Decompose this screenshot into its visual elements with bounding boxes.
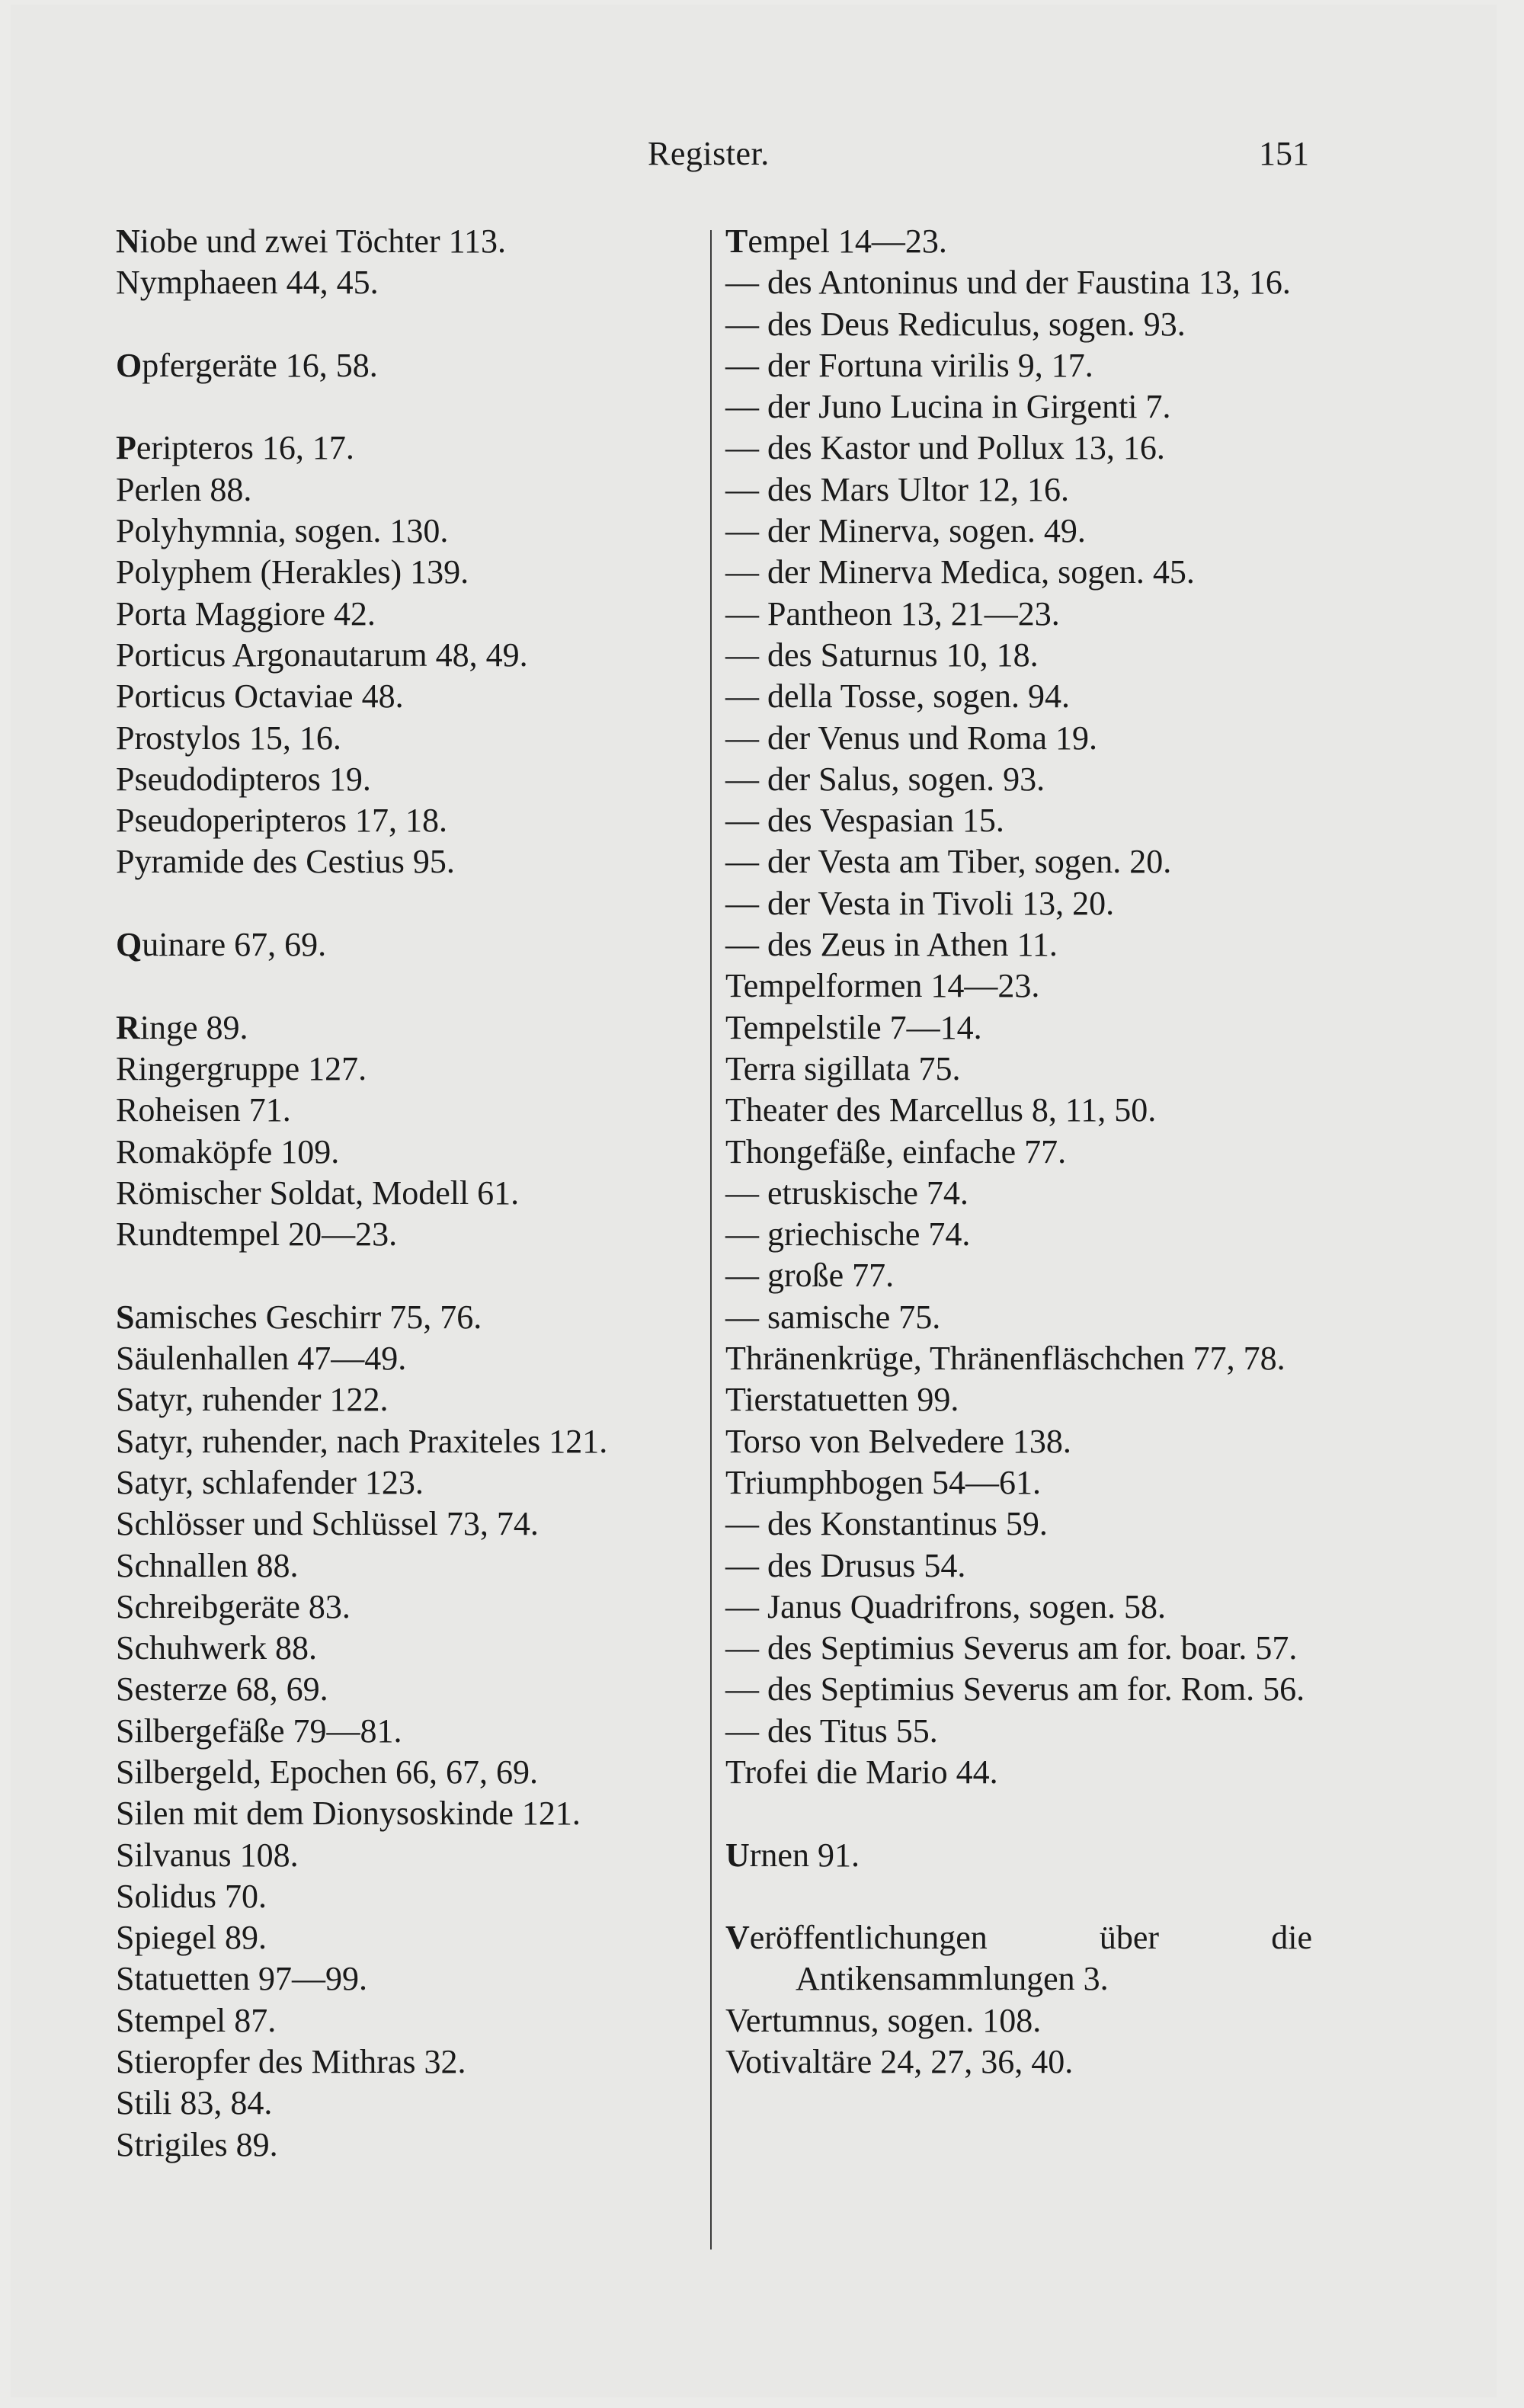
section-gap bbox=[116, 386, 703, 427]
section-gap bbox=[116, 883, 703, 924]
section-gap bbox=[725, 1793, 1312, 1834]
index-entry: Stieropfer des Mithras 32. bbox=[116, 2043, 466, 2081]
index-entry: — große 77. bbox=[725, 1257, 895, 1295]
index-entry: Thränenkrüge, Thränenfläschchen 77, 78. bbox=[725, 1340, 1285, 1378]
index-entry: Pseudoperipteros 17, 18. bbox=[116, 802, 448, 840]
index-entry: — der Minerva Medica, sogen. 45. bbox=[725, 553, 1195, 591]
index-entry: Triumphbogen 54—61. bbox=[725, 1463, 1041, 1501]
index-entry: Nymphaeen 44, 45. bbox=[116, 264, 379, 302]
index-entry: — der Salus, sogen. 93. bbox=[725, 760, 1045, 798]
index-entry: — des Antoninus und der Faustina 13, 16. bbox=[725, 264, 1291, 302]
index-entry: Silbergeld, Epochen 66, 67, 69. bbox=[116, 1753, 538, 1791]
index-entry: Torso von Belvedere 138. bbox=[725, 1422, 1071, 1460]
index-entry: Quinare 67, 69. bbox=[116, 926, 327, 964]
section-gap bbox=[116, 965, 703, 1007]
index-entry: Tempelstile 7—14. bbox=[725, 1008, 982, 1046]
index-entry: Satyr, ruhender, nach Praxiteles 121. bbox=[116, 1422, 608, 1460]
index-entry: — des Zeus in Athen 11. bbox=[725, 926, 1058, 964]
index-entry: — samische 75. bbox=[725, 1298, 941, 1336]
index-entry: — des Mars Ultor 12, 16. bbox=[725, 470, 1069, 508]
index-entry: — des Kastor und Pollux 13, 16. bbox=[725, 429, 1165, 467]
index-entry: — des Deus Rediculus, sogen. 93. bbox=[725, 305, 1186, 343]
index-entry: Schlösser und Schlüssel 73, 74. bbox=[116, 1505, 539, 1543]
index-entry: Roheisen 71. bbox=[116, 1091, 291, 1129]
index-entry: Schnallen 88. bbox=[116, 1546, 299, 1584]
index-entry: — der Vesta am Tiber, sogen. 20. bbox=[725, 843, 1172, 881]
index-entry: Ringergruppe 127. bbox=[116, 1049, 367, 1087]
index-entry: Terra sigillata 75. bbox=[725, 1049, 961, 1087]
index-entry: — des Drusus 54. bbox=[725, 1546, 966, 1584]
index-entry: Prostylos 15, 16. bbox=[116, 719, 341, 757]
index-entry: Silbergefäße 79—81. bbox=[116, 1712, 402, 1750]
index-entry: — der Juno Lucina in Girgenti 7. bbox=[725, 388, 1171, 426]
running-head: Register. bbox=[648, 135, 770, 172]
index-entry: Silvanus 108. bbox=[116, 1836, 299, 1874]
index-entry: — der Venus und Roma 19. bbox=[725, 719, 1098, 757]
index-entry: Polyphem (Herakles) 139. bbox=[116, 553, 469, 591]
index-entry: Stili 83, 84. bbox=[116, 2084, 273, 2122]
index-entry: Römischer Soldat, Modell 61. bbox=[116, 1174, 520, 1212]
index-entry: — der Minerva, sogen. 49. bbox=[725, 512, 1086, 550]
index-entry: Schreibgeräte 83. bbox=[116, 1587, 351, 1625]
index-entry: Thongefäße, einfache 77. bbox=[725, 1132, 1067, 1170]
index-entry: Strigiles 89. bbox=[116, 2125, 278, 2163]
index-entry: Rundtempel 20—23. bbox=[116, 1215, 398, 1254]
index-entry: — etruskische 74. bbox=[725, 1174, 969, 1212]
index-entry: — Janus Quadrifrons, sogen. 58. bbox=[725, 1587, 1167, 1625]
index-entry: Niobe und zwei Töchter 113. bbox=[116, 223, 506, 260]
index-entry: — des Titus 55. bbox=[725, 1712, 938, 1750]
index-entry: Solidus 70. bbox=[116, 1877, 267, 1915]
index-entry: Tempel 14—23. bbox=[725, 223, 947, 260]
index-entry: Statuetten 97—99. bbox=[116, 1960, 367, 1998]
index-entry: Pseudodipteros 19. bbox=[116, 760, 371, 798]
index-entry: Silen mit dem Dionysoskinde 121. bbox=[116, 1795, 581, 1833]
section-gap bbox=[725, 1876, 1312, 1917]
index-entry: — des Vespasian 15. bbox=[725, 802, 1004, 840]
column-divider bbox=[710, 230, 712, 2249]
index-entry: Urnen 91. bbox=[725, 1836, 860, 1874]
index-entry: Veröffentlichungen über die Antikensammlungen 3. bbox=[725, 1919, 1312, 1998]
index-entry: Sesterze 68, 69. bbox=[116, 1670, 328, 1708]
index-entry: Spiegel 89. bbox=[116, 1919, 267, 1957]
section-gap bbox=[116, 1255, 703, 1296]
index-entry: Satyr, schlafender 123. bbox=[116, 1463, 424, 1501]
index-entry: Pyramide des Cestius 95. bbox=[116, 843, 455, 881]
index-entry: — Pantheon 13, 21—23. bbox=[725, 594, 1060, 632]
index-entry: Romaköpfe 109. bbox=[116, 1132, 340, 1170]
index-entry: — der Fortuna virilis 9, 17. bbox=[725, 346, 1093, 384]
index-entry: Peripteros 16, 17. bbox=[116, 429, 354, 467]
index-entry: Porticus Argonautarum 48, 49. bbox=[116, 636, 528, 674]
page-number: 151 bbox=[1259, 135, 1309, 172]
index-entry: Schuhwerk 88. bbox=[116, 1629, 317, 1667]
index-entry: Tierstatuetten 99. bbox=[725, 1381, 959, 1419]
index-entry: Vertumnus, sogen. 108. bbox=[725, 2001, 1042, 2039]
index-entry: Tempelformen 14—23. bbox=[725, 967, 1040, 1005]
index-entry: Porticus Octaviae 48. bbox=[116, 677, 404, 716]
index-entry: Trofei die Mario 44. bbox=[725, 1753, 998, 1791]
index-column-left bbox=[116, 221, 703, 2166]
index-entry: Säulenhallen 47—49. bbox=[116, 1340, 407, 1378]
index-entry: Stempel 87. bbox=[116, 2001, 277, 2039]
index-entry: Perlen 88. bbox=[116, 470, 252, 508]
section-gap bbox=[116, 304, 703, 345]
index-entry: — der Vesta in Tivoli 13, 20. bbox=[725, 884, 1115, 922]
index-entry: Votivaltäre 24, 27, 36, 40. bbox=[725, 2043, 1074, 2081]
index-entry: — griechische 74. bbox=[725, 1215, 971, 1254]
index-entry: Ringe 89. bbox=[116, 1008, 248, 1046]
index-entry: — des Saturnus 10, 18. bbox=[725, 636, 1039, 674]
index-entry: — della Tosse, sogen. 94. bbox=[725, 677, 1070, 716]
index-entry: — des Septimius Severus am for. Rom. 56. bbox=[725, 1670, 1305, 1708]
index-entry: Satyr, ruhender 122. bbox=[116, 1381, 389, 1419]
index-entry: Porta Maggiore 42. bbox=[116, 594, 376, 632]
index-entry: Opfergeräte 16, 58. bbox=[116, 346, 378, 384]
index-entry: — des Konstantinus 59. bbox=[725, 1505, 1048, 1543]
index-entry: Samisches Geschirr 75, 76. bbox=[116, 1298, 482, 1336]
index-entry: Polyhymnia, sogen. 130. bbox=[116, 512, 449, 550]
index-entry: Theater des Marcellus 8, 11, 50. bbox=[725, 1091, 1157, 1129]
index-entry: — des Septimius Severus am for. boar. 57. bbox=[725, 1629, 1298, 1667]
index-column-right bbox=[725, 221, 1312, 2083]
